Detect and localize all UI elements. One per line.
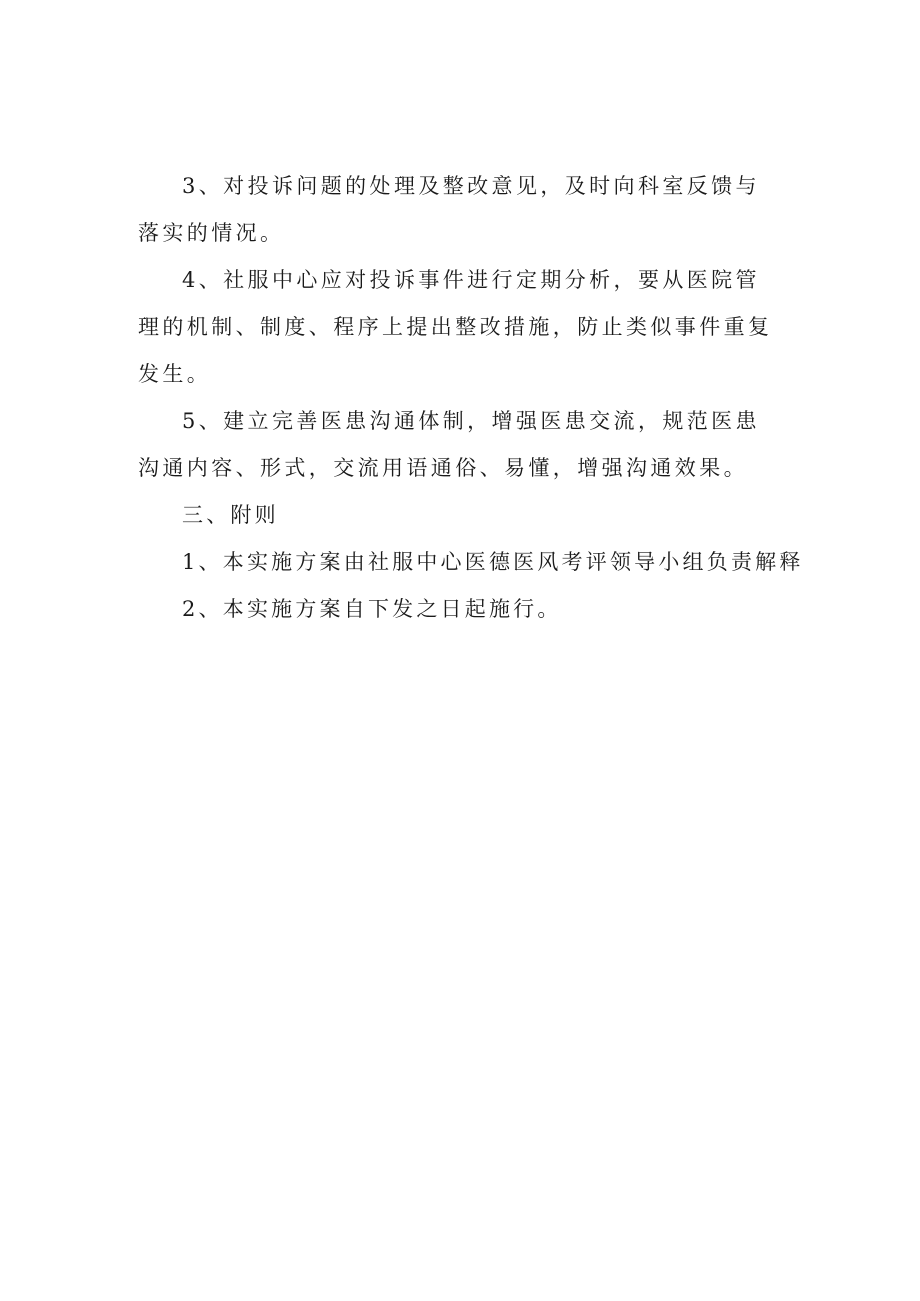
appendix-item-1: 1、本实施方案由社服中心医德医风考评领导小组负责解释	[182, 550, 804, 574]
paragraph-item-4: 4、社服中心应对投诉事件进行定期分析，要从医院管理的机制、制度、程序上提出整改措施，防止类似事件重复发生。	[138, 268, 773, 386]
appendix-item-2: 2、本实施方案自下发之日起施行。	[182, 597, 562, 621]
paragraph-item-3: 3、对投诉问题的处理及整改意见，及时向科室反馈与落实的情况。	[138, 174, 760, 245]
paragraph-item-5: 5、建立完善医患沟通体制，增强医患交流，规范医患沟通内容、形式，交流用语通俗、易懂，增强沟通效果。	[138, 409, 760, 480]
section-heading-appendix: 三、附则	[182, 503, 279, 527]
document-body	[138, 163, 804, 633]
